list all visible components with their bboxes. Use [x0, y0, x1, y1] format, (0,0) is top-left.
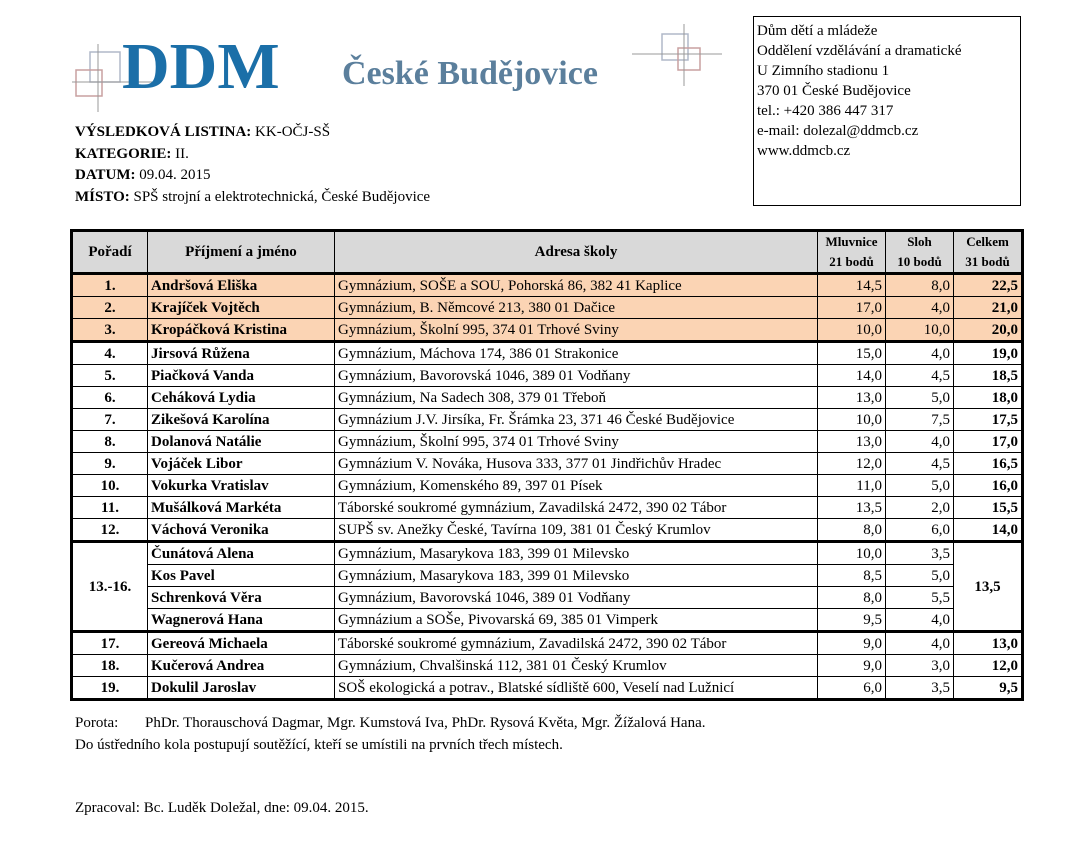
school-cell: Gymnázium, B. Němcové 213, 380 01 Dačice — [335, 297, 818, 319]
essay-cell: 4,0 — [886, 297, 954, 319]
logo-city-text: České Budějovice — [342, 55, 598, 92]
school-cell: Gymnázium J.V. Jirsíka, Fr. Šrámka 23, 371 46 České Budějovice — [335, 409, 818, 431]
grammar-cell: 13,5 — [818, 497, 886, 519]
total-cell: 13,5 — [954, 542, 1023, 632]
meta-list-label: VÝSLEDKOVÁ LISTINA: — [75, 124, 252, 140]
meta-category — [75, 144, 430, 166]
grammar-cell: 8,0 — [818, 587, 886, 609]
grammar-cell: 13,0 — [818, 431, 886, 453]
table-row — [72, 587, 1023, 609]
table-row — [72, 409, 1023, 431]
rank-cell: 9. — [72, 453, 148, 475]
results-body — [72, 274, 1023, 700]
rank-cell: 12. — [72, 519, 148, 542]
essay-cell: 4,0 — [886, 632, 954, 655]
header-address: Adresa školy — [335, 231, 818, 274]
advance-note: Do ústředního kola postupují soutěžící, kteří se umístili na prvních třech místech. — [75, 737, 563, 753]
header-rank: Pořadí — [72, 231, 148, 274]
total-cell: 17,5 — [954, 409, 1023, 431]
essay-cell: 4,5 — [886, 365, 954, 387]
name-cell: Vojáček Libor — [148, 453, 335, 475]
grammar-cell: 6,0 — [818, 677, 886, 700]
grammar-cell: 10,0 — [818, 542, 886, 565]
grammar-cell: 12,0 — [818, 453, 886, 475]
school-cell: Gymnázium a SOŠe, Pivovarská 69, 385 01 Vimperk — [335, 609, 818, 632]
name-cell: Jirsová Růžena — [148, 342, 335, 365]
essay-cell: 8,0 — [886, 274, 954, 297]
header-total-max: 31 bodů — [965, 254, 1010, 269]
address-web: www.ddmcb.cz — [757, 143, 851, 159]
essay-cell: 5,0 — [886, 475, 954, 497]
table-row — [72, 274, 1023, 297]
total-cell: 13,0 — [954, 632, 1023, 655]
meta-date-label: DATUM: — [75, 167, 136, 183]
grammar-cell: 10,0 — [818, 319, 886, 342]
school-cell: Táborské soukromé gymnázium, Zavadilská 2472, 390 02 Tábor — [335, 497, 818, 519]
meta-list-value: KK-OČJ-SŠ — [251, 124, 331, 140]
table-row — [72, 431, 1023, 453]
name-cell: Kučerová Andrea — [148, 655, 335, 677]
table-row — [72, 565, 1023, 587]
essay-cell: 3,5 — [886, 542, 954, 565]
essay-cell: 4,0 — [886, 431, 954, 453]
grammar-cell: 9,0 — [818, 655, 886, 677]
rank-cell: 2. — [72, 297, 148, 319]
essay-cell: 5,0 — [886, 565, 954, 587]
header-grammar — [818, 231, 886, 274]
name-cell: Kos Pavel — [148, 565, 335, 587]
rank-cell: 5. — [72, 365, 148, 387]
grammar-cell: 14,0 — [818, 365, 886, 387]
total-cell: 21,0 — [954, 297, 1023, 319]
total-cell: 16,5 — [954, 453, 1023, 475]
essay-cell: 3,0 — [886, 655, 954, 677]
table-row — [72, 609, 1023, 632]
header-essay-max: 10 bodů — [897, 254, 942, 269]
table-row — [72, 319, 1023, 342]
school-cell: SOŠ ekologická a potrav., Blatské sídliště 600, Veselí nad Lužnicí — [335, 677, 818, 700]
essay-cell: 5,5 — [886, 587, 954, 609]
header-total-label: Celkem — [966, 234, 1009, 249]
rank-cell: 8. — [72, 431, 148, 453]
essay-cell: 10,0 — [886, 319, 954, 342]
name-cell: Zikešová Karolína — [148, 409, 335, 431]
grammar-cell: 10,0 — [818, 409, 886, 431]
total-cell: 15,5 — [954, 497, 1023, 519]
table-row — [72, 342, 1023, 365]
rank-cell: 17. — [72, 632, 148, 655]
rank-cell: 13.-16. — [72, 542, 148, 632]
school-cell: Gymnázium, Masarykova 183, 399 01 Milevsko — [335, 542, 818, 565]
rank-cell: 11. — [72, 497, 148, 519]
total-cell: 20,0 — [954, 319, 1023, 342]
footer — [75, 712, 706, 756]
total-cell: 17,0 — [954, 431, 1023, 453]
meta-date-value: 09.04. 2015 — [135, 167, 211, 183]
essay-cell: 2,0 — [886, 497, 954, 519]
rank-cell: 6. — [72, 387, 148, 409]
school-cell: Gymnázium, Školní 995, 374 01 Trhové Sviny — [335, 319, 818, 342]
table-row — [72, 497, 1023, 519]
name-cell: Dolanová Natálie — [148, 431, 335, 453]
rank-cell: 10. — [72, 475, 148, 497]
total-cell: 14,0 — [954, 519, 1023, 542]
essay-cell: 5,0 — [886, 387, 954, 409]
logo-main-text: DDM — [122, 30, 280, 103]
address-line: tel.: +420 386 447 317 — [757, 103, 894, 119]
school-cell: Gymnázium, Bavorovská 1046, 389 01 Vodňany — [335, 587, 818, 609]
name-cell: Andršová Eliška — [148, 274, 335, 297]
address-line: U Zimního stadionu 1 — [757, 63, 890, 79]
grammar-cell: 9,0 — [818, 632, 886, 655]
logo-graphic — [72, 24, 722, 114]
header-grammar-max: 21 bodů — [829, 254, 874, 269]
header-essay — [886, 231, 954, 274]
name-cell: Gereová Michaela — [148, 632, 335, 655]
total-cell: 16,0 — [954, 475, 1023, 497]
essay-cell: 4,5 — [886, 453, 954, 475]
meta-place-label: MÍSTO: — [75, 188, 130, 205]
rank-cell: 19. — [72, 677, 148, 700]
table-row — [72, 387, 1023, 409]
total-cell: 12,0 — [954, 655, 1023, 677]
table-header-row — [72, 231, 1023, 274]
rank-cell: 4. — [72, 342, 148, 365]
meta-list — [75, 122, 430, 144]
name-cell: Piačková Vanda — [148, 365, 335, 387]
grammar-cell: 13,0 — [818, 387, 886, 409]
total-cell: 22,5 — [954, 274, 1023, 297]
essay-cell: 7,5 — [886, 409, 954, 431]
table-row — [72, 542, 1023, 565]
grammar-cell: 15,0 — [818, 342, 886, 365]
school-cell: Gymnázium, Masarykova 183, 399 01 Milevsko — [335, 565, 818, 587]
school-cell: Gymnázium, Chvalšinská 112, 381 01 Český Krumlov — [335, 655, 818, 677]
total-cell: 19,0 — [954, 342, 1023, 365]
total-cell: 9,5 — [954, 677, 1023, 700]
essay-cell: 3,5 — [886, 677, 954, 700]
meta-place-value: SPŠ strojní a elektrotechnická, České Budějovice — [129, 188, 431, 205]
rank-cell: 7. — [72, 409, 148, 431]
jury-members: PhDr. Thorauschová Dagmar, Mgr. Kumstová Iva, PhDr. Rysová Květa, Mgr. Žížalová Hana. — [145, 715, 706, 731]
grammar-cell: 14,5 — [818, 274, 886, 297]
header-total — [954, 231, 1023, 274]
address-line: 370 01 České Budějovice — [757, 83, 911, 99]
header-name: Příjmení a jméno — [148, 231, 335, 274]
table-row — [72, 365, 1023, 387]
name-cell: Kropáčková Kristina — [148, 319, 335, 342]
address-email: e-mail: dolezal@ddmcb.cz — [757, 123, 919, 139]
table-row — [72, 632, 1023, 655]
school-cell: Gymnázium, Školní 995, 374 01 Trhové Sviny — [335, 431, 818, 453]
meta-place — [75, 187, 430, 209]
name-cell: Schrenková Věra — [148, 587, 335, 609]
essay-cell: 4,0 — [886, 342, 954, 365]
processed-by: Zpracoval: Bc. Luděk Doležal, dne: 09.04. 2015. — [75, 800, 369, 816]
essay-cell: 4,0 — [886, 609, 954, 632]
name-cell: Váchová Veronika — [148, 519, 335, 542]
name-cell: Krajíček Vojtěch — [148, 297, 335, 319]
grammar-cell: 9,5 — [818, 609, 886, 632]
header-essay-label: Sloh — [907, 234, 932, 249]
meta-date — [75, 165, 430, 187]
table-row — [72, 655, 1023, 677]
rank-cell: 18. — [72, 655, 148, 677]
school-cell: Gymnázium, Bavorovská 1046, 389 01 Vodňany — [335, 365, 818, 387]
school-cell: Gymnázium, Máchova 174, 386 01 Strakonice — [335, 342, 818, 365]
school-cell: Gymnázium, Komenského 89, 397 01 Písek — [335, 475, 818, 497]
school-cell: Gymnázium V. Nováka, Husova 333, 377 01 Jindřichův Hradec — [335, 453, 818, 475]
rank-cell: 1. — [72, 274, 148, 297]
total-cell: 18,0 — [954, 387, 1023, 409]
table-row — [72, 297, 1023, 319]
grammar-cell: 11,0 — [818, 475, 886, 497]
table-row — [72, 453, 1023, 475]
name-cell: Ceháková Lydia — [148, 387, 335, 409]
ddm-logo — [72, 24, 722, 114]
school-cell: Gymnázium, Na Sadech 308, 379 01 Třeboň — [335, 387, 818, 409]
table-row — [72, 519, 1023, 542]
meta-info — [75, 122, 430, 208]
address-line: Dům dětí a mládeže — [757, 23, 878, 39]
meta-category-label: KATEGORIE: — [75, 145, 172, 162]
address-box — [753, 16, 1021, 206]
grammar-cell: 17,0 — [818, 297, 886, 319]
jury-line — [75, 712, 706, 734]
results-table — [70, 229, 1024, 701]
header-grammar-label: Mluvnice — [825, 234, 878, 249]
school-cell: Gymnázium, SOŠE a SOU, Pohorská 86, 382 41 Kaplice — [335, 274, 818, 297]
school-cell: Táborské soukromé gymnázium, Zavadilská 2472, 390 02 Tábor — [335, 632, 818, 655]
name-cell: Čunátová Alena — [148, 542, 335, 565]
address-line: Oddělení vzdělávání a dramatické — [757, 43, 962, 59]
meta-category-value: II. — [171, 145, 189, 162]
grammar-cell: 8,5 — [818, 565, 886, 587]
jury-label: Porota: — [75, 715, 119, 731]
name-cell: Dokulil Jaroslav — [148, 677, 335, 700]
grammar-cell: 8,0 — [818, 519, 886, 542]
table-row — [72, 475, 1023, 497]
rank-cell: 3. — [72, 319, 148, 342]
name-cell: Mušálková Markéta — [148, 497, 335, 519]
essay-cell: 6,0 — [886, 519, 954, 542]
total-cell: 18,5 — [954, 365, 1023, 387]
table-row — [72, 677, 1023, 700]
school-cell: SUPŠ sv. Anežky České, Tavírna 109, 381 01 Český Krumlov — [335, 519, 818, 542]
name-cell: Wagnerová Hana — [148, 609, 335, 632]
name-cell: Vokurka Vratislav — [148, 475, 335, 497]
